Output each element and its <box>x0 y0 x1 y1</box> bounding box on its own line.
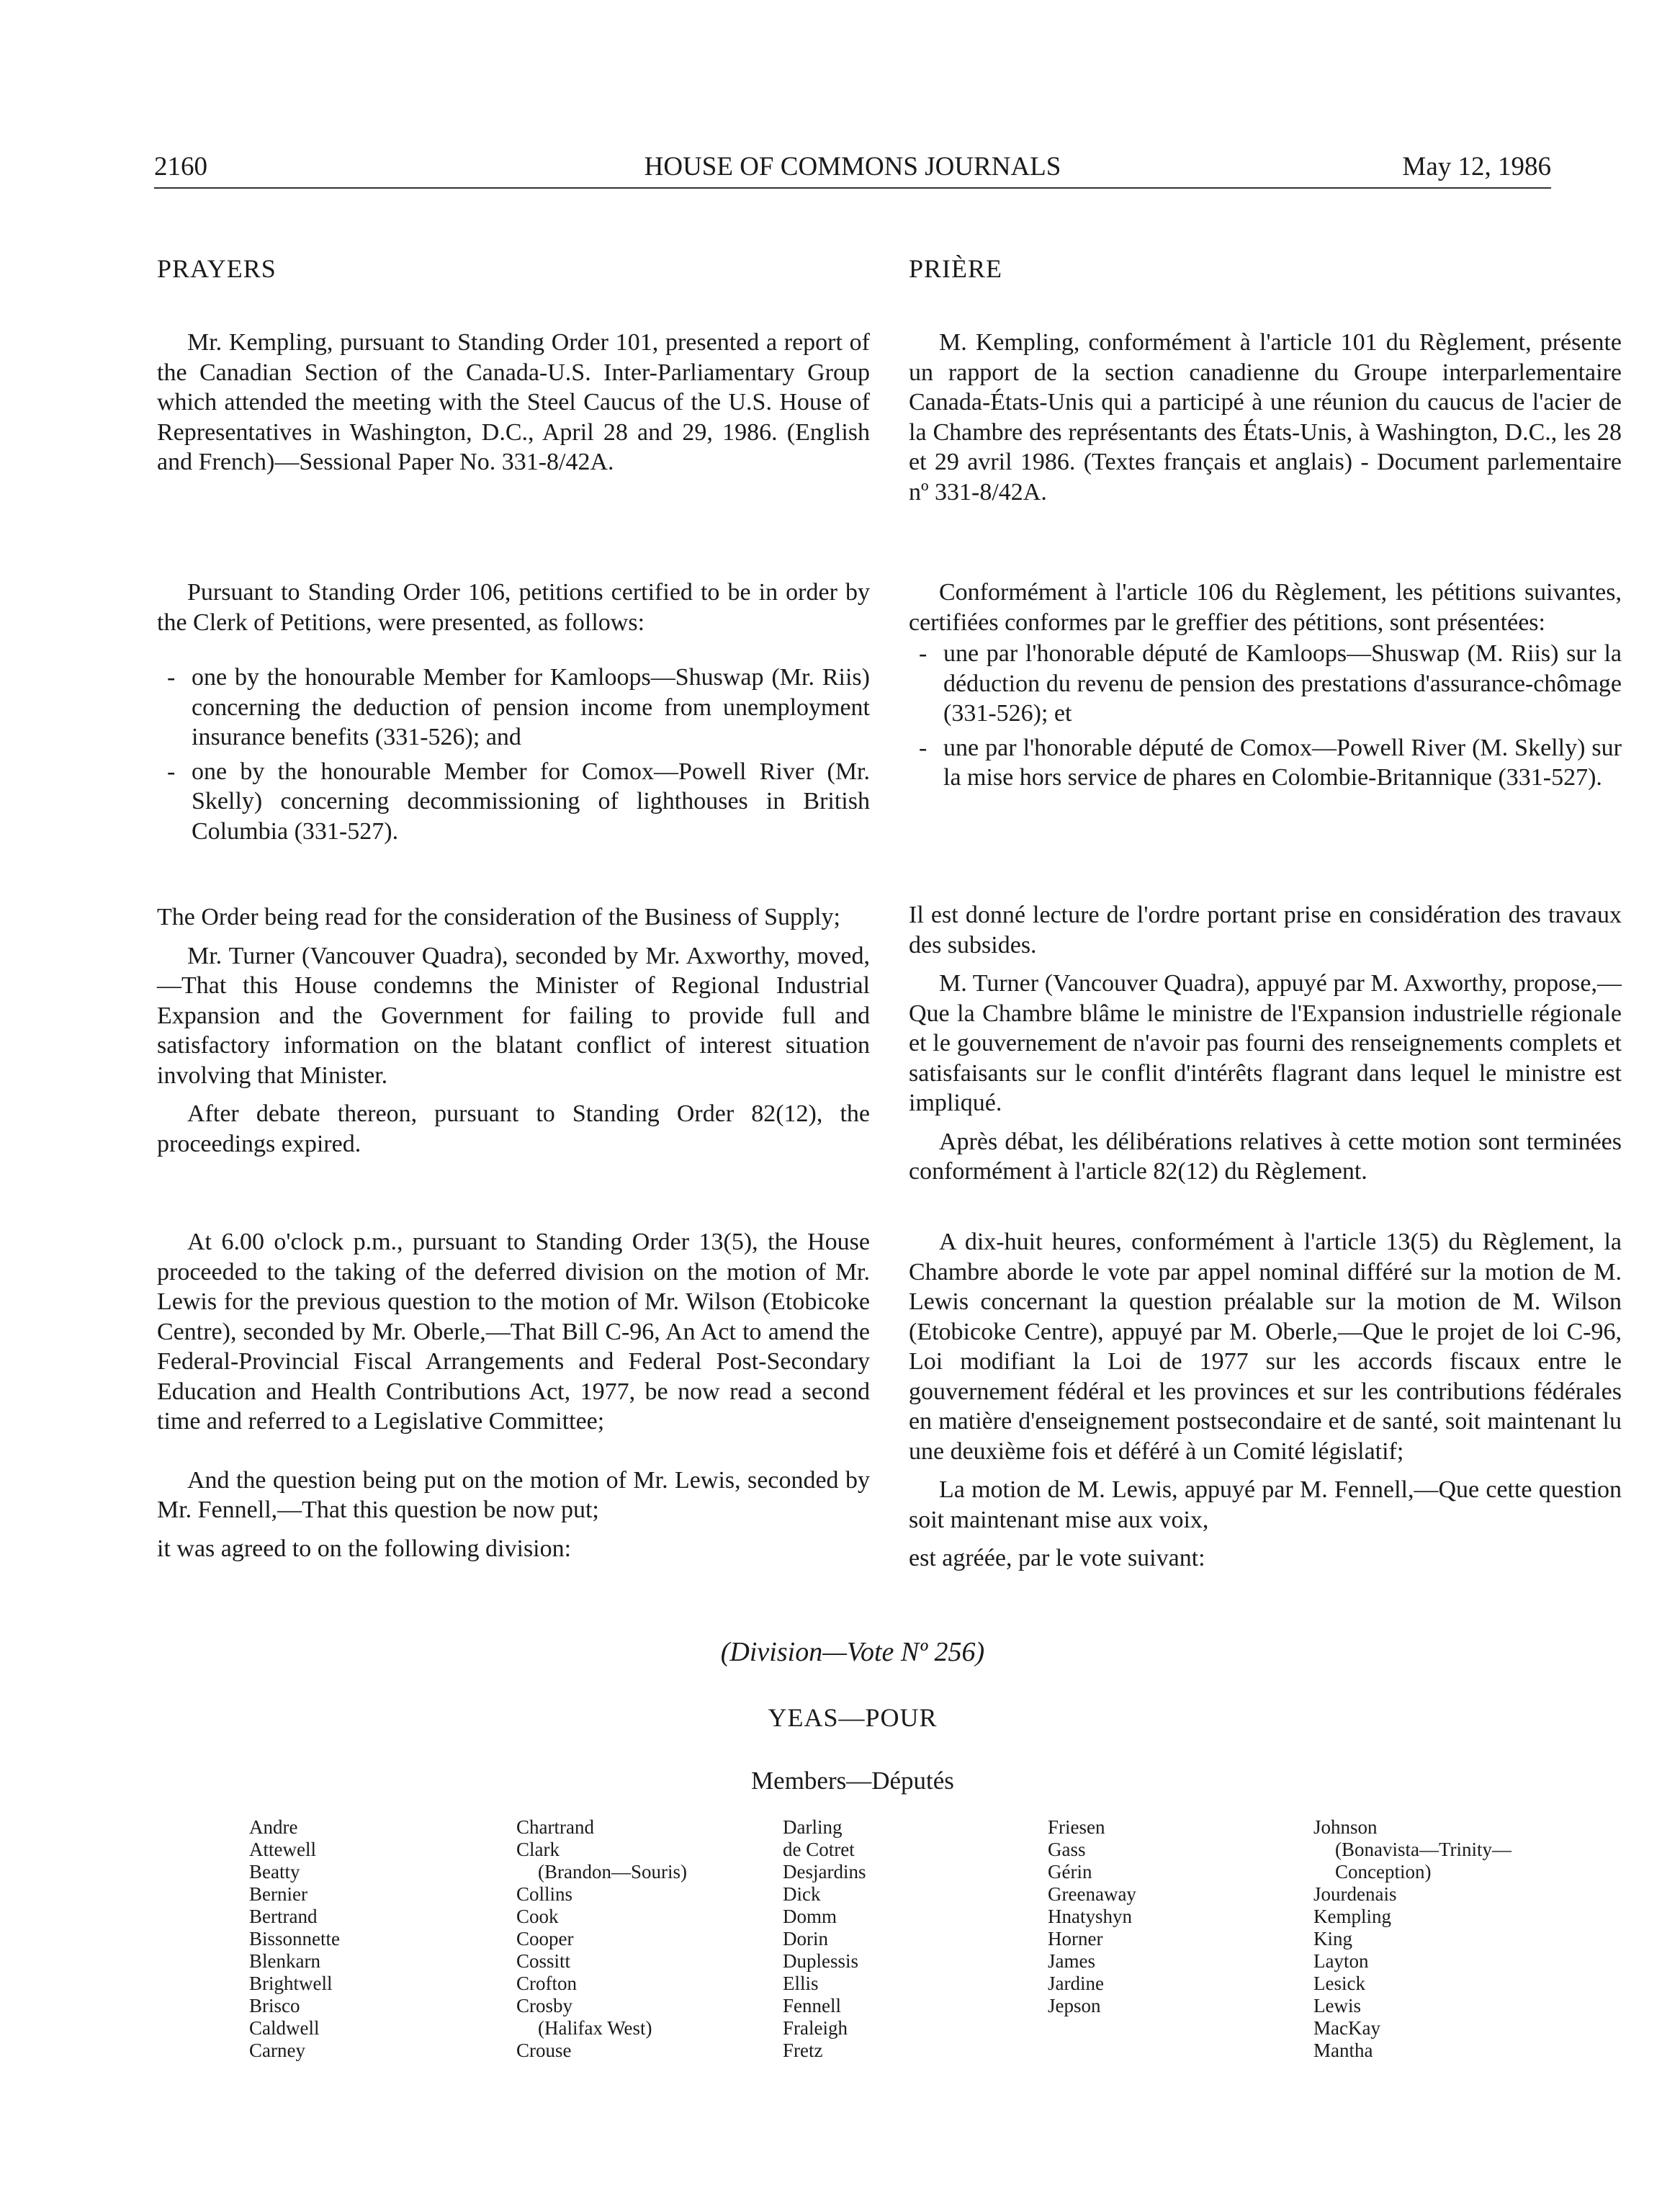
petition-item <box>157 663 870 753</box>
petition-item <box>157 757 870 847</box>
member-name: Fraleigh <box>783 2017 848 2039</box>
petitions-en-intro: Pursuant to Standing Order 106, petitions certified to be in order by the Clerk of Petitions, were presented, as follows: <box>157 579 870 636</box>
agreed-fr-text: est agréée, par le vote suivant: <box>909 1545 1205 1571</box>
member-name: Jourdenais <box>1313 1883 1397 1905</box>
petitions-fr-intro: Conformément à l'article 106 du Règlement, les pétitions suivantes, certifiées conformes par le greffier des pétitions, sont présentées: <box>909 579 1622 636</box>
petition-item-text: one by the honourable Member for Comox—Powell River (Mr. Skelly) concerning decommissioning of lighthouses in British Columbia (331-527). <box>192 758 870 845</box>
member-name: Kempling <box>1313 1906 1391 1927</box>
supply-fr-order: Il est donné lecture de l'ordre portant prise en considération des travaux des subsides. <box>909 902 1622 959</box>
petition-item <box>909 639 1622 729</box>
member-name: Dorin <box>783 1928 828 1950</box>
supply-fr-motion: M. Turner (Vancouver Quadra), appuyé par M. Axworthy, propose,—Que la Chambre blâme le ministre de l'Expansion industrielle régionale et le gouvernement de n'avoir pas fourni des renseignements complets et satisfaisants sur le conflit d'intérêts flagrant dans lequel le ministre est impliqué. <box>909 970 1622 1116</box>
petitions-fr <box>909 578 1622 793</box>
member-name: Duplessis <box>783 1950 859 1972</box>
member-name: Collins <box>516 1883 573 1905</box>
deferred-en <box>157 1227 870 1563</box>
member-name: Dick <box>783 1883 821 1905</box>
members-column <box>516 1816 687 2062</box>
member-name: Cooper <box>516 1928 574 1950</box>
supply-en <box>157 902 870 1159</box>
member-name: Caldwell <box>249 2017 320 2039</box>
member-name: Crosby <box>516 1995 573 2016</box>
member-name: Lewis <box>1313 1995 1361 2016</box>
report-fr-text: M. Kempling, conformément à l'article 101 du Règlement, présente un rapport de la section canadienne du Groupe interparlementaire Canada-États-Unis qui a participé à une réunion du caucus de l'acier de la Chambre des représentants des États-Unis, à Washington, D.C., les 28 et 29 avril 1986. (Textes français et anglais) - Document parlementaire nº 331-8/42A. <box>909 329 1622 506</box>
member-name: Clark <box>516 1839 560 1860</box>
member-name: James <box>1048 1950 1095 1972</box>
report-fr <box>909 328 1622 507</box>
members-column <box>1048 1816 1136 2017</box>
member-name: Chartrand <box>516 1816 594 1838</box>
petitions-en <box>157 578 870 846</box>
journal-date: May 12, 1986 <box>1402 152 1551 181</box>
member-name: Desjardins <box>783 1861 866 1883</box>
supply-fr-debate: Après débat, les délibérations relatives à cette motion sont terminées conformément à l'article 82(12) du Règlement. <box>909 1128 1622 1185</box>
page-number: 2160 <box>154 152 207 181</box>
member-name: Brightwell <box>249 1973 333 1994</box>
member-name: Darling <box>783 1816 843 1838</box>
members-column <box>1313 1816 1511 2062</box>
petition-item-text: une par l'honorable député de Comox—Powell River (M. Skelly) sur la mise hors service de phares en Colombie-Britannique (331-527). <box>943 734 1622 791</box>
member-name: Beatty <box>249 1861 300 1883</box>
member-name: Domm <box>783 1906 837 1927</box>
member-name: Fretz <box>783 2040 823 2061</box>
member-name: Cossitt <box>516 1950 571 1972</box>
deferred-fr-text: A dix-huit heures, conformément à l'article 13(5) du Règlement, la Chambre aborde le vote par appel nominal différé sur la motion de M. Lewis concernant la question préalable sur la motion de M. Wilson (Etobicoke Centre), appuyé par M. Oberle,—Que le projet de loi C-96, Loi modifiant la Loi de 1977 sur les accords fiscaux entre le gouvernement fédéral et les provinces et sur les contributions fédérales en matière d'enseignement postsecondaire et de santé, soit maintenant lu une deuxième fois et déféré à un Comité législatif; <box>909 1229 1622 1465</box>
member-name: Gass <box>1048 1839 1086 1860</box>
member-name: Crofton <box>516 1973 577 1994</box>
members-column <box>249 1816 340 2062</box>
petition-item-text: one by the honourable Member for Kamloops—Shuswap (Mr. Riis) concerning the deduction of pension income from unemployment insurance benefits (331-526); and <box>192 664 870 750</box>
members-heading: Members—Députés <box>751 1767 954 1795</box>
member-name: Ellis <box>783 1973 819 1994</box>
member-name: Jepson <box>1048 1995 1101 2016</box>
member-name: MacKay <box>1313 2017 1380 2039</box>
member-riding: Conception) <box>1335 1861 1432 1883</box>
deferred-fr <box>909 1227 1622 1574</box>
member-name: Cook <box>516 1906 559 1927</box>
supply-en-motion: Mr. Turner (Vancouver Quadra), seconded by Mr. Axworthy, moved,—That this House condemns the Minister of Regional Industrial Expansion and the Government for failing to provide full and satisfactory information on the blatant conflict of interest situation involving that Minister. <box>157 942 870 1089</box>
member-name: Gérin <box>1048 1861 1092 1883</box>
member-name: Attewell <box>249 1839 316 1860</box>
member-riding: (Brandon—Souris) <box>538 1861 687 1883</box>
member-name: Bernier <box>249 1883 307 1905</box>
report-en <box>157 328 870 477</box>
question-en-text: And the question being put on the motion of Mr. Lewis, seconded by Mr. Fennell,—That this question be now put; <box>157 1466 870 1523</box>
page-header <box>154 151 1551 189</box>
agreed-en-text: it was agreed to on the following division: <box>157 1535 572 1562</box>
list-dash: - <box>167 758 176 785</box>
petition-item <box>909 733 1622 793</box>
member-name: Bissonnette <box>249 1928 340 1950</box>
member-name: King <box>1313 1928 1352 1950</box>
division-vote-label: (Division—Vote Nº 256) <box>720 1637 985 1667</box>
member-name: Layton <box>1313 1950 1369 1972</box>
question-fr-text: La motion de M. Lewis, appuyé par M. Fennell,—Que cette question soit maintenant mise aux voix, <box>909 1476 1622 1533</box>
supply-fr <box>909 900 1622 1187</box>
member-name: Hnatyshyn <box>1048 1906 1132 1927</box>
yeas-heading: YEAS—POUR <box>768 1703 938 1732</box>
member-name: Friesen <box>1048 1816 1105 1838</box>
member-name: Andre <box>249 1816 298 1838</box>
journal-title: HOUSE OF COMMONS JOURNALS <box>644 152 1061 181</box>
member-name: Horner <box>1048 1928 1103 1950</box>
member-riding: (Bonavista—Trinity— <box>1335 1839 1512 1860</box>
member-name: Fennell <box>783 1995 841 2016</box>
member-name: Crouse <box>516 2040 572 2061</box>
member-name: Mantha <box>1313 2040 1373 2061</box>
header-rule <box>154 187 1551 189</box>
petition-item-text: une par l'honorable député de Kamloops—Shuswap (M. Riis) sur la déduction du revenu de pension des prestations d'assurance-chômage (331-526); et <box>943 640 1622 727</box>
prayers-heading-en: PRAYERS <box>157 254 277 283</box>
member-name: Jardine <box>1048 1973 1104 1994</box>
report-en-text: Mr. Kempling, pursuant to Standing Order 101, presented a report of the Canadian Section of the Canada-U.S. Inter-Parliamentary Group which attended the meeting with the Steel Caucus of the U.S. House of Representatives in Washington, D.C., April 28 and 29, 1986. (English and French)—Sessional Paper No. 331-8/42A. <box>157 329 870 475</box>
supply-en-debate: After debate thereon, pursuant to Standing Order 82(12), the proceedings expired. <box>157 1100 870 1157</box>
list-dash: - <box>919 640 927 667</box>
member-name: Greenaway <box>1048 1883 1136 1905</box>
member-riding: (Halifax West) <box>538 2017 652 2039</box>
member-name: Carney <box>249 2040 305 2061</box>
member-name: de Cotret <box>783 1839 855 1860</box>
deferred-en-text: At 6.00 o'clock p.m., pursuant to Standing Order 13(5), the House proceeded to the taking of the deferred division on the motion of Mr. Lewis for the previous question to the motion of Mr. Wilson (Etobicoke Centre), seconded by Mr. Oberle,—That Bill C-96, An Act to amend the Federal-Provincial Fiscal Arrangements and Federal Post-Secondary Education and Health Contributions Act, 1977, be now read a second time and referred to a Legislative Committee; <box>157 1229 870 1435</box>
prayers-heading-fr: PRIÈRE <box>909 254 1003 283</box>
supply-en-order: The Order being read for the consideration of the Business of Supply; <box>157 904 840 930</box>
member-name: Brisco <box>249 1995 300 2016</box>
member-name: Lesick <box>1313 1973 1365 1994</box>
list-dash: - <box>167 664 176 691</box>
member-name: Johnson <box>1313 1816 1378 1838</box>
member-name: Bertrand <box>249 1906 318 1927</box>
list-dash: - <box>919 734 927 761</box>
members-column <box>783 1816 866 2062</box>
member-name: Blenkarn <box>249 1950 320 1972</box>
